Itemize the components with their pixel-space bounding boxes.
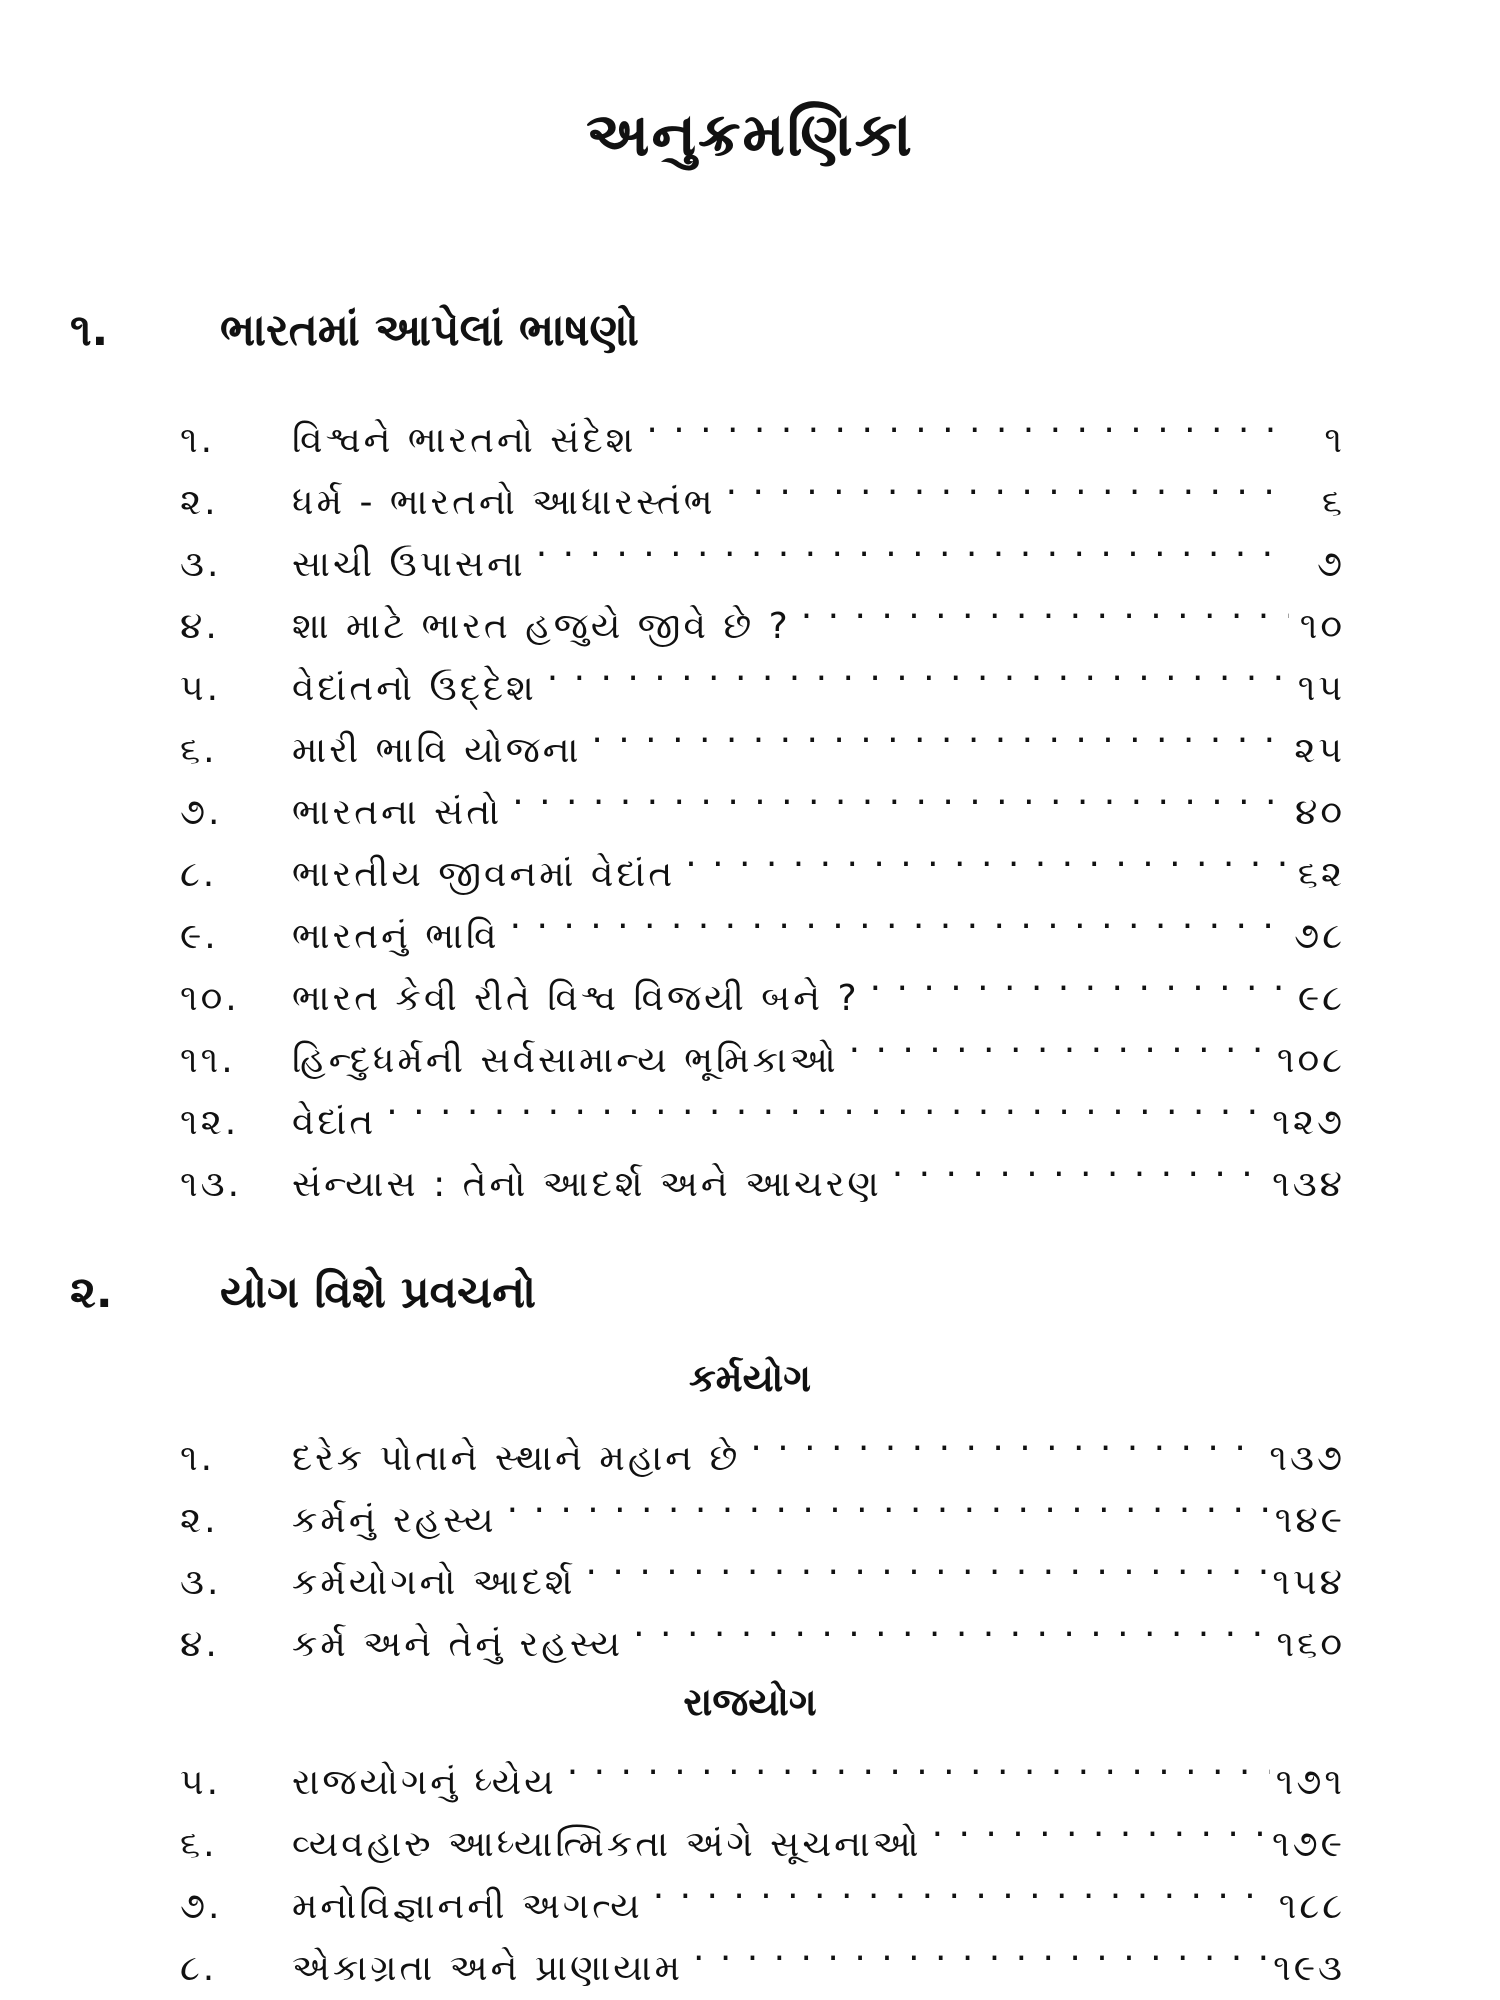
- toc-list: [180, 1408, 1345, 1665]
- entry-title: કર્મનું રહસ્ય: [292, 1500, 497, 1541]
- entry-page: ૧૩૪: [1272, 1164, 1345, 1205]
- dot-leader: [386, 1072, 1266, 1134]
- entry-number: ૪.: [180, 1624, 220, 1665]
- entry-number: ૧૩.: [180, 1164, 243, 1205]
- dot-leader: [591, 700, 1288, 762]
- entry-number: ૧.: [180, 1438, 216, 1479]
- entry-number: ૧૧.: [180, 1040, 236, 1081]
- dot-leader: [586, 1532, 1267, 1594]
- entry-number: ૮.: [180, 1948, 218, 1989]
- part-title: યોગ વિશે પ્રવચનો: [220, 1266, 537, 1318]
- dot-leader: [536, 514, 1289, 576]
- entry-title: મનોવિજ્ઞાનની અગત્ય: [292, 1886, 643, 1927]
- entry-title: સાચી ઉપાસના: [292, 544, 526, 585]
- dot-leader: [726, 452, 1289, 514]
- page-title: અનુક્રમણિકા: [586, 100, 914, 170]
- dot-leader: [892, 1134, 1266, 1196]
- entry-number: ૭.: [180, 792, 223, 833]
- dot-leader: [870, 948, 1289, 1010]
- entry-title: ભારતીય જીવનમાં વેદાંત: [292, 854, 676, 895]
- part-number: ૧.: [70, 304, 109, 356]
- entry-title: ભારતનું ભાવિ: [292, 916, 500, 957]
- entry-title: વેદાંતનો ઉદ્દેશ: [292, 668, 537, 709]
- entry-page: ૧૭૯: [1272, 1824, 1345, 1865]
- entry-page: ૧૫: [1297, 668, 1345, 709]
- entry-title: સંન્યાસ : તેનો આદર્શ અને આચરણ: [292, 1164, 882, 1205]
- entry-number: ૯.: [180, 916, 219, 957]
- dot-leader: [750, 1408, 1263, 1470]
- entry-title: ધર્મ - ભારતનો આધારસ્તંભ: [292, 482, 716, 523]
- dot-leader: [849, 1010, 1271, 1072]
- entry-number: ૭.: [180, 1886, 223, 1927]
- entry-title: ભારતના સંતો: [292, 792, 503, 833]
- section-heading-rajayoga: રાજયોગ: [683, 1680, 817, 1724]
- entry-page: ૨૫: [1294, 730, 1345, 771]
- entry-number: ૫.: [180, 1762, 222, 1803]
- toc-entry[interactable]: [180, 1408, 1345, 1479]
- entry-title: એકાગ્રતા અને પ્રાણાયામ: [292, 1948, 683, 1989]
- entry-title: ભારત કેવી રીતે વિશ્વ વિજયી બને ?: [292, 978, 860, 1019]
- part-heading: [70, 1262, 970, 1322]
- entry-number: ૨.: [180, 1500, 219, 1541]
- entry-page: ૬: [1321, 482, 1345, 523]
- entry-page: ૬૨: [1297, 854, 1345, 895]
- entry-page: ૧૩૭: [1269, 1438, 1345, 1479]
- entry-title: શા માટે ભારત હજુયે જીવે છે ?: [292, 606, 791, 647]
- entry-page: ૧૬૦: [1276, 1624, 1345, 1665]
- dot-leader: [633, 1594, 1270, 1656]
- entry-number: ૩.: [180, 544, 222, 585]
- toc-list: [180, 390, 1345, 1205]
- entry-page: ૧૭૧: [1275, 1762, 1345, 1803]
- entry-title: વ્યવહારુ આધ્યાત્મિકતા અંગે સૂચનાઓ: [292, 1824, 922, 1865]
- entry-page: ૪૦: [1295, 792, 1345, 833]
- section-heading-karmayoga: કર્મયોગ: [688, 1356, 812, 1400]
- entry-number: ૫.: [180, 668, 222, 709]
- entry-title: વેદાંત: [292, 1102, 377, 1143]
- toc-list: [180, 1732, 1345, 1989]
- dot-leader: [693, 1918, 1267, 1980]
- entry-number: ૧.: [180, 420, 216, 461]
- dot-leader: [932, 1794, 1266, 1856]
- entry-page: ૧: [1324, 420, 1345, 461]
- entry-number: ૩.: [180, 1562, 222, 1603]
- entry-title: રાજયોગનું ધ્યેય: [292, 1762, 557, 1803]
- part-title: ભારતમાં આપેલાં ભાષણો: [220, 304, 639, 356]
- dot-leader: [567, 1732, 1270, 1794]
- part-heading: [70, 300, 970, 360]
- dot-leader: [512, 762, 1289, 824]
- entry-page: ૧૨૭: [1272, 1102, 1345, 1143]
- entry-number: ૧૦.: [180, 978, 240, 1019]
- entry-page: ૧૫૪: [1272, 1562, 1345, 1603]
- entry-title: દરેક પોતાને સ્થાને મહાન છે: [292, 1438, 741, 1479]
- entry-number: ૨.: [180, 482, 219, 523]
- toc-entry[interactable]: [180, 1732, 1345, 1803]
- entry-number: ૬.: [180, 1824, 218, 1865]
- entry-page: ૧૮૮: [1278, 1886, 1345, 1927]
- entry-page: ૭૮: [1294, 916, 1345, 957]
- entry-title: કર્મ અને તેનું રહસ્ય: [292, 1624, 624, 1665]
- entry-number: ૪.: [180, 606, 220, 647]
- toc-entry[interactable]: [180, 390, 1345, 461]
- entry-number: ૧૨.: [180, 1102, 240, 1143]
- part-number: ૨.: [70, 1266, 113, 1318]
- dot-leader: [646, 390, 1289, 452]
- dot-leader: [685, 824, 1289, 886]
- entry-page: ૧૦: [1299, 606, 1345, 647]
- entry-title: વિશ્વને ભારતનો સંદેશ: [292, 420, 637, 461]
- entry-page: ૧૦૮: [1276, 1040, 1345, 1081]
- entry-title: મારી ભાવિ યોજના: [292, 730, 582, 771]
- entry-page: ૧૯૩: [1273, 1948, 1345, 1989]
- dot-leader: [801, 576, 1289, 638]
- entry-page: ૭: [1316, 544, 1345, 585]
- entry-number: ૮.: [180, 854, 218, 895]
- dot-leader: [547, 638, 1289, 700]
- entry-title: કર્મયોગનો આદર્શ: [292, 1562, 576, 1603]
- entry-page: ૯૮: [1297, 978, 1345, 1019]
- dot-leader: [653, 1856, 1273, 1918]
- dot-leader: [507, 1470, 1269, 1532]
- entry-title: હિન્દુધર્મની સર્વસામાન્ય ભૂમિકાઓ: [292, 1040, 839, 1081]
- entry-number: ૬.: [180, 730, 218, 771]
- dot-leader: [510, 886, 1289, 948]
- entry-page: ૧૪૯: [1274, 1500, 1345, 1541]
